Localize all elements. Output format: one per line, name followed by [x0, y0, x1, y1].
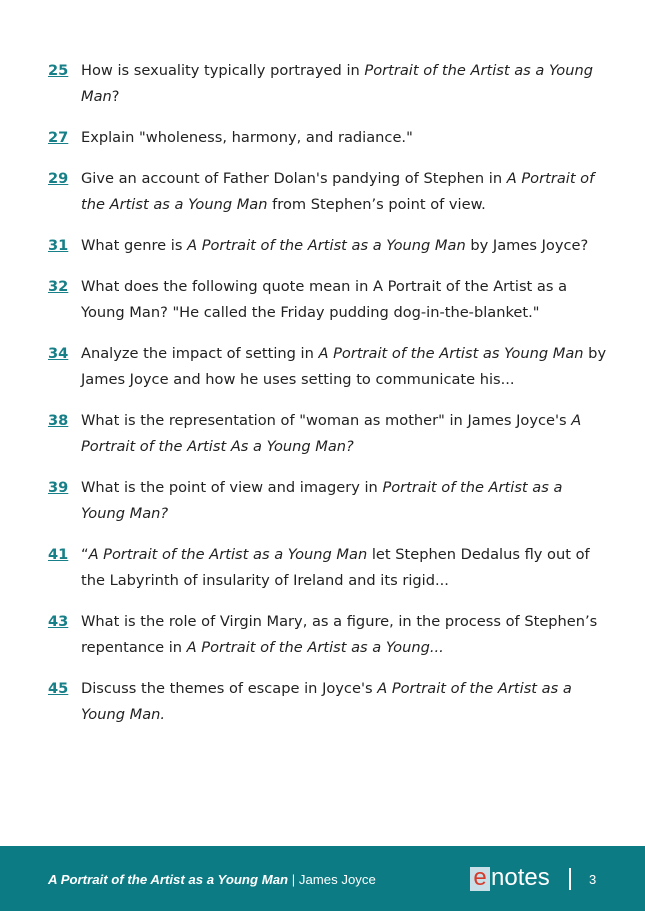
question-text	[81, 58, 608, 110]
question-text	[81, 609, 608, 661]
question-item	[48, 542, 608, 594]
text-segment: What does the following quote mean in A Portrait of the Artist as a Young Man? "He called the Friday pudding dog-in-the-blanket."	[81, 278, 568, 321]
text-segment: Discuss the themes of escape in Joyce's	[81, 680, 378, 697]
question-item	[48, 274, 608, 326]
question-text	[81, 341, 608, 393]
question-page-link[interactable]: 39	[48, 479, 69, 496]
question-item	[48, 125, 608, 151]
text-segment: What is the role of Virgin Mary, as a figure, in the process of Stephen’s repentance in	[81, 613, 598, 656]
question-item	[48, 408, 608, 460]
logo-e-icon: e	[470, 867, 490, 891]
question-page-link[interactable]: 43	[48, 613, 69, 630]
question-list	[48, 58, 608, 743]
question-text	[81, 233, 608, 259]
divider: |	[291, 872, 296, 887]
question-page-link[interactable]: 41	[48, 546, 69, 563]
question-page-link[interactable]: 38	[48, 412, 69, 429]
question-item	[48, 609, 608, 661]
question-page-link[interactable]: 32	[48, 278, 69, 295]
title-italic: A Portrait of the Artist as Young Man	[318, 345, 584, 362]
text-segment: Give an account of Father Dolan's pandying of Stephen in	[81, 170, 507, 187]
title-italic: A Portrait of the Artist as a Young Man.	[81, 680, 572, 723]
author-name: James Joyce	[298, 872, 376, 887]
question-text	[81, 166, 608, 218]
question-item	[48, 166, 608, 218]
question-item	[48, 233, 608, 259]
question-item	[48, 475, 608, 527]
logo-text: notes	[491, 864, 550, 891]
text-segment: “	[81, 546, 89, 563]
question-page-link[interactable]: 29	[48, 170, 69, 187]
title-italic: A Portrait of the Artist as a Young Man	[88, 546, 368, 563]
text-segment: by James Joyce and how he uses setting to communicate his...	[81, 345, 607, 388]
text-segment: Explain "wholeness, harmony, and radiance."	[81, 129, 413, 146]
question-page-link[interactable]: 45	[48, 680, 69, 697]
text-segment: by James Joyce?	[465, 237, 589, 254]
question-item	[48, 58, 608, 110]
question-text	[81, 542, 608, 594]
question-item	[48, 676, 608, 728]
title-italic: A Portrait of the Artist as a Young Man	[81, 170, 595, 213]
text-segment: let Stephen Dedalus fly out of the Labyrinth of insularity of Ireland and its rigid...	[81, 546, 590, 589]
question-text	[81, 408, 608, 460]
question-item	[48, 341, 608, 393]
title-italic: A Portrait of the Artist as a Young...	[186, 639, 444, 656]
text-segment: What genre is	[81, 237, 188, 254]
title-italic: A Portrait of the Artist as a Young Man	[187, 237, 466, 254]
page-footer	[0, 846, 645, 911]
text-segment: from Stephen’s point of view.	[267, 196, 486, 213]
footer-title	[48, 872, 376, 887]
title-italic: Portrait of the Artist as a Young Man?	[81, 479, 563, 522]
title-italic: A Portrait of the Artist As a Young Man?	[81, 412, 582, 455]
footer-separator	[569, 868, 571, 890]
text-segment: ?	[111, 88, 120, 105]
title-italic: Portrait of the Artist as a Young Man	[81, 62, 593, 105]
book-title: A Portrait of the Artist as a Young Man	[48, 872, 289, 887]
text-segment: Analyze the impact of setting in	[81, 345, 319, 362]
page-number: 3	[589, 872, 597, 887]
question-page-link[interactable]: 27	[48, 129, 69, 146]
question-page-link[interactable]: 31	[48, 237, 69, 254]
question-text	[81, 125, 608, 151]
text-segment: What is the representation of "woman as mother" in James Joyce's	[81, 412, 572, 429]
question-text	[81, 274, 608, 326]
question-text	[81, 676, 608, 728]
question-page-link[interactable]: 34	[48, 345, 69, 362]
question-page-link[interactable]: 25	[48, 62, 69, 79]
question-text	[81, 475, 608, 527]
enotes-logo	[470, 865, 550, 891]
text-segment: How is sexuality typically portrayed in	[81, 62, 365, 79]
text-segment: What is the point of view and imagery in	[81, 479, 383, 496]
